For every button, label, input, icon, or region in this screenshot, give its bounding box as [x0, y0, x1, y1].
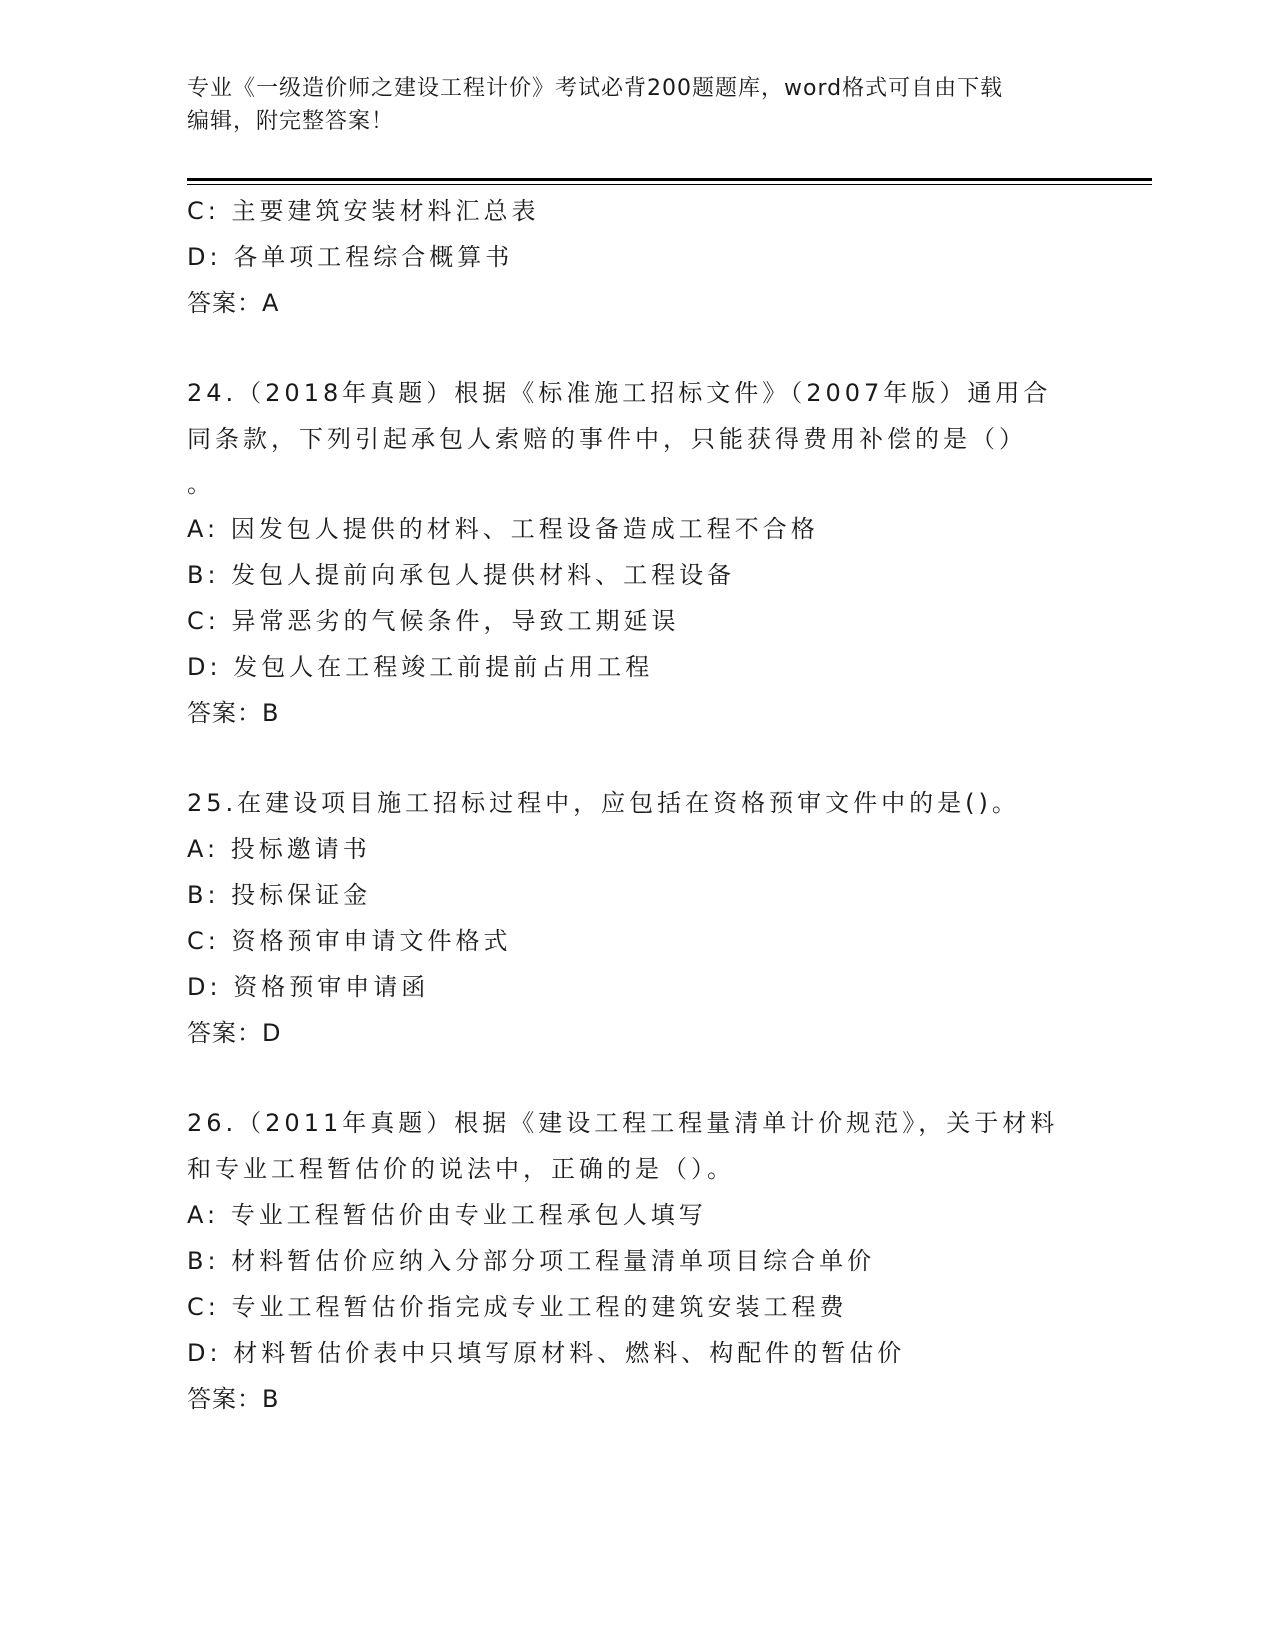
header-line-1: 专业《一级造价师之建设工程计价》考试必背200题题库，word格式可自由下载: [187, 76, 1004, 101]
option-d: D: 各单项工程综合概算书: [187, 243, 514, 271]
option-b: B: 投标保证金: [187, 881, 372, 909]
option-b: B: 发包人提前向承包人提供材料、工程设备: [187, 561, 736, 589]
option-d: D: 发包人在工程竣工前提前占用工程: [187, 653, 654, 681]
header-rule-thick: [187, 178, 1152, 181]
option-a: A: 投标邀请书: [187, 835, 371, 863]
question-list: [187, 188, 1152, 1422]
option-c: C: 主要建筑安装材料汇总表: [187, 197, 540, 225]
question-stem: 24.（2018年真题）根据《标准施工招标文件》（2007年版）通用合: [187, 379, 1052, 407]
option-c: C: 异常恶劣的气候条件，导致工期延误: [187, 607, 680, 635]
question-25: [187, 780, 1152, 1056]
header-line-2: 编辑，附完整答案！: [187, 109, 395, 134]
option-a: A: 因发包人提供的材料、工程设备造成工程不合格: [187, 515, 819, 543]
option-d: D: 资格预审申请函: [187, 973, 430, 1001]
option-a: A: 专业工程暂估价由专业工程承包人填写: [187, 1201, 707, 1229]
answer: 答案：B: [187, 699, 280, 727]
answer: 答案：D: [187, 1019, 282, 1047]
document-header: [187, 72, 1087, 138]
answer: 答案：B: [187, 1385, 280, 1413]
question-stem: 。: [187, 470, 211, 498]
question-stem: 26.（2011年真题）根据《建设工程工程量清单计价规范》，关于材料: [187, 1109, 1059, 1137]
option-c: C: 专业工程暂估价指完成专业工程的建筑安装工程费: [187, 1293, 848, 1321]
question-24: [187, 370, 1152, 736]
question-stem: 同条款，下列引起承包人索赔的事件中，只能获得费用补偿的是（）: [187, 425, 1027, 453]
question-stem: 25.在建设项目施工招标过程中，应包括在资格预审文件中的是()。: [187, 789, 1020, 817]
question-23-continued: [187, 188, 1152, 326]
header-rule-thin: [187, 184, 1152, 185]
option-b: B: 材料暂估价应纳入分部分项工程量清单项目综合单价: [187, 1247, 876, 1275]
question-stem: 和专业工程暂估价的说法中，正确的是（）。: [187, 1155, 735, 1183]
option-d: D: 材料暂估价表中只填写原材料、燃料、构配件的暂估价: [187, 1339, 906, 1367]
option-c: C: 资格预审申请文件格式: [187, 927, 512, 955]
answer: 答案：A: [187, 289, 280, 317]
question-26: [187, 1100, 1152, 1422]
